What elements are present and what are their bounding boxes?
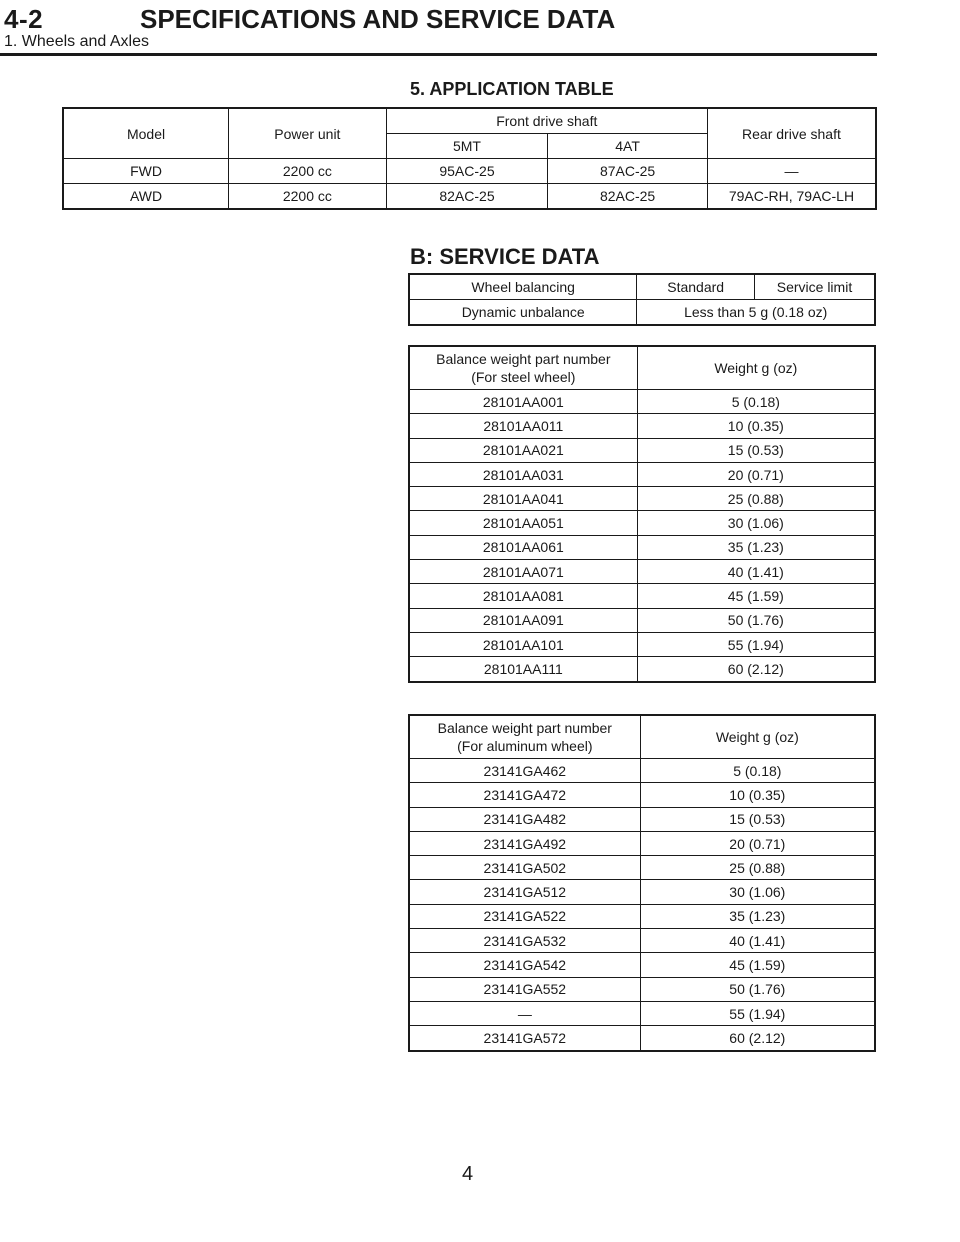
cell-part-number: 28101AA111 bbox=[409, 657, 637, 682]
cell-rear-drive-shaft: 79AC-RH, 79AC-LH bbox=[707, 184, 876, 210]
table-row bbox=[409, 300, 875, 326]
cell-dynamic-unbalance: Dynamic unbalance bbox=[409, 300, 637, 326]
application-table bbox=[62, 107, 877, 210]
col-header-wheel-balancing: Wheel balancing bbox=[409, 274, 637, 300]
cell-part-number: 28101AA101 bbox=[409, 632, 637, 656]
cell-part-number: 28101AA071 bbox=[409, 560, 637, 584]
col-header-weight: Weight g (oz) bbox=[640, 715, 875, 759]
cell-part-number: 23141GA472 bbox=[409, 783, 640, 807]
cell-part-number: 23141GA522 bbox=[409, 904, 640, 928]
cell-part-number: 28101AA091 bbox=[409, 608, 637, 632]
cell-model: AWD bbox=[63, 184, 229, 210]
cell-part-number: 23141GA572 bbox=[409, 1026, 640, 1051]
header-divider bbox=[0, 53, 877, 56]
table-row bbox=[409, 856, 875, 880]
cell-part-number: 28101AA061 bbox=[409, 535, 637, 559]
cell-weight: 5 (0.18) bbox=[640, 759, 875, 783]
cell-weight: 20 (0.71) bbox=[640, 831, 875, 855]
cell-weight: 55 (1.94) bbox=[637, 632, 875, 656]
cell-model: FWD bbox=[63, 159, 229, 184]
cell-weight: 25 (0.88) bbox=[640, 856, 875, 880]
col-header-front-drive-shaft: Front drive shaft bbox=[386, 108, 707, 134]
section-title: SPECIFICATIONS AND SERVICE DATA bbox=[140, 4, 616, 34]
cell-4at: 87AC-25 bbox=[548, 159, 708, 184]
table-row bbox=[409, 608, 875, 632]
cell-part-number: 23141GA552 bbox=[409, 977, 640, 1001]
col-header-service-limit: Service limit bbox=[754, 274, 875, 300]
table-row bbox=[409, 759, 875, 783]
table-row bbox=[409, 462, 875, 486]
part-number-header-line2: (For steel wheel) bbox=[471, 369, 576, 385]
cell-weight: 60 (2.12) bbox=[637, 657, 875, 682]
table-row bbox=[409, 807, 875, 831]
section-number: 4-2 bbox=[4, 4, 44, 34]
col-header-model: Model bbox=[63, 108, 229, 159]
cell-weight: 10 (0.35) bbox=[637, 414, 875, 438]
table-row bbox=[409, 511, 875, 535]
table-row bbox=[409, 1026, 875, 1051]
cell-part-number: 23141GA502 bbox=[409, 856, 640, 880]
part-number-header-line1: Balance weight part number bbox=[437, 720, 612, 736]
cell-power-unit: 2200 cc bbox=[229, 184, 387, 210]
cell-weight: 45 (1.59) bbox=[640, 953, 875, 977]
table-row bbox=[409, 414, 875, 438]
col-header-weight: Weight g (oz) bbox=[637, 346, 875, 390]
col-header-power-unit: Power unit bbox=[229, 108, 387, 159]
table-row bbox=[409, 438, 875, 462]
page-number: 4 bbox=[462, 1163, 474, 1185]
cell-weight: 30 (1.06) bbox=[640, 880, 875, 904]
part-number-header-line1: Balance weight part number bbox=[436, 351, 611, 367]
wheel-balancing-table bbox=[408, 273, 876, 326]
cell-part-number: 28101AA081 bbox=[409, 584, 637, 608]
cell-part-number: 28101AA001 bbox=[409, 390, 637, 414]
cell-part-number: 28101AA051 bbox=[409, 511, 637, 535]
col-header-rear-drive-shaft: Rear drive shaft bbox=[707, 108, 876, 159]
table-row bbox=[409, 929, 875, 953]
table-row bbox=[409, 657, 875, 682]
table-row bbox=[409, 783, 875, 807]
cell-part-number: — bbox=[409, 1001, 640, 1025]
table-row bbox=[409, 977, 875, 1001]
page-header bbox=[0, 0, 960, 62]
table-row bbox=[409, 880, 875, 904]
table-row bbox=[409, 953, 875, 977]
part-number-header-line2: (For aluminum wheel) bbox=[457, 738, 593, 754]
cell-weight: 10 (0.35) bbox=[640, 783, 875, 807]
table-row bbox=[409, 535, 875, 559]
cell-weight: 40 (1.41) bbox=[637, 560, 875, 584]
table-row bbox=[409, 831, 875, 855]
cell-part-number: 23141GA492 bbox=[409, 831, 640, 855]
table-row bbox=[409, 584, 875, 608]
cell-weight: 25 (0.88) bbox=[637, 487, 875, 511]
cell-weight: 60 (2.12) bbox=[640, 1026, 875, 1051]
cell-rear-drive-shaft: — bbox=[707, 159, 876, 184]
cell-weight: 50 (1.76) bbox=[637, 608, 875, 632]
service-data-heading: B: SERVICE DATA bbox=[410, 244, 600, 269]
cell-part-number: 23141GA482 bbox=[409, 807, 640, 831]
cell-weight: 40 (1.41) bbox=[640, 929, 875, 953]
cell-part-number: 28101AA011 bbox=[409, 414, 637, 438]
col-header-standard: Standard bbox=[637, 274, 755, 300]
table-row bbox=[409, 487, 875, 511]
cell-weight: 55 (1.94) bbox=[640, 1001, 875, 1025]
table-row bbox=[409, 1001, 875, 1025]
cell-4at: 82AC-25 bbox=[548, 184, 708, 210]
table-row bbox=[409, 390, 875, 414]
table-row bbox=[63, 159, 876, 184]
cell-weight: 5 (0.18) bbox=[637, 390, 875, 414]
cell-5mt: 82AC-25 bbox=[386, 184, 548, 210]
cell-weight: 30 (1.06) bbox=[637, 511, 875, 535]
cell-weight: 35 (1.23) bbox=[637, 535, 875, 559]
cell-part-number: 28101AA031 bbox=[409, 462, 637, 486]
cell-power-unit: 2200 cc bbox=[229, 159, 387, 184]
cell-weight: 45 (1.59) bbox=[637, 584, 875, 608]
cell-part-number: 28101AA041 bbox=[409, 487, 637, 511]
cell-part-number: 23141GA512 bbox=[409, 880, 640, 904]
section-subtitle: 1. Wheels and Axles bbox=[4, 33, 149, 50]
cell-part-number: 23141GA462 bbox=[409, 759, 640, 783]
table-row bbox=[63, 184, 876, 210]
table-row bbox=[409, 560, 875, 584]
table-row bbox=[409, 904, 875, 928]
table-row bbox=[409, 632, 875, 656]
cell-weight: 15 (0.53) bbox=[640, 807, 875, 831]
cell-weight: 20 (0.71) bbox=[637, 462, 875, 486]
cell-part-number: 28101AA021 bbox=[409, 438, 637, 462]
col-header-part-number bbox=[409, 346, 637, 390]
cell-weight: 15 (0.53) bbox=[637, 438, 875, 462]
steel-wheel-weight-table bbox=[408, 345, 876, 683]
cell-part-number: 23141GA532 bbox=[409, 929, 640, 953]
col-header-part-number bbox=[409, 715, 640, 759]
cell-weight: 50 (1.76) bbox=[640, 977, 875, 1001]
col-header-4at: 4AT bbox=[548, 134, 708, 159]
cell-part-number: 23141GA542 bbox=[409, 953, 640, 977]
col-header-5mt: 5MT bbox=[386, 134, 548, 159]
cell-5mt: 95AC-25 bbox=[386, 159, 548, 184]
aluminum-wheel-weight-table bbox=[408, 714, 876, 1052]
cell-weight: 35 (1.23) bbox=[640, 904, 875, 928]
cell-unbalance-value: Less than 5 g (0.18 oz) bbox=[637, 300, 875, 326]
application-table-heading: 5. APPLICATION TABLE bbox=[410, 79, 614, 99]
